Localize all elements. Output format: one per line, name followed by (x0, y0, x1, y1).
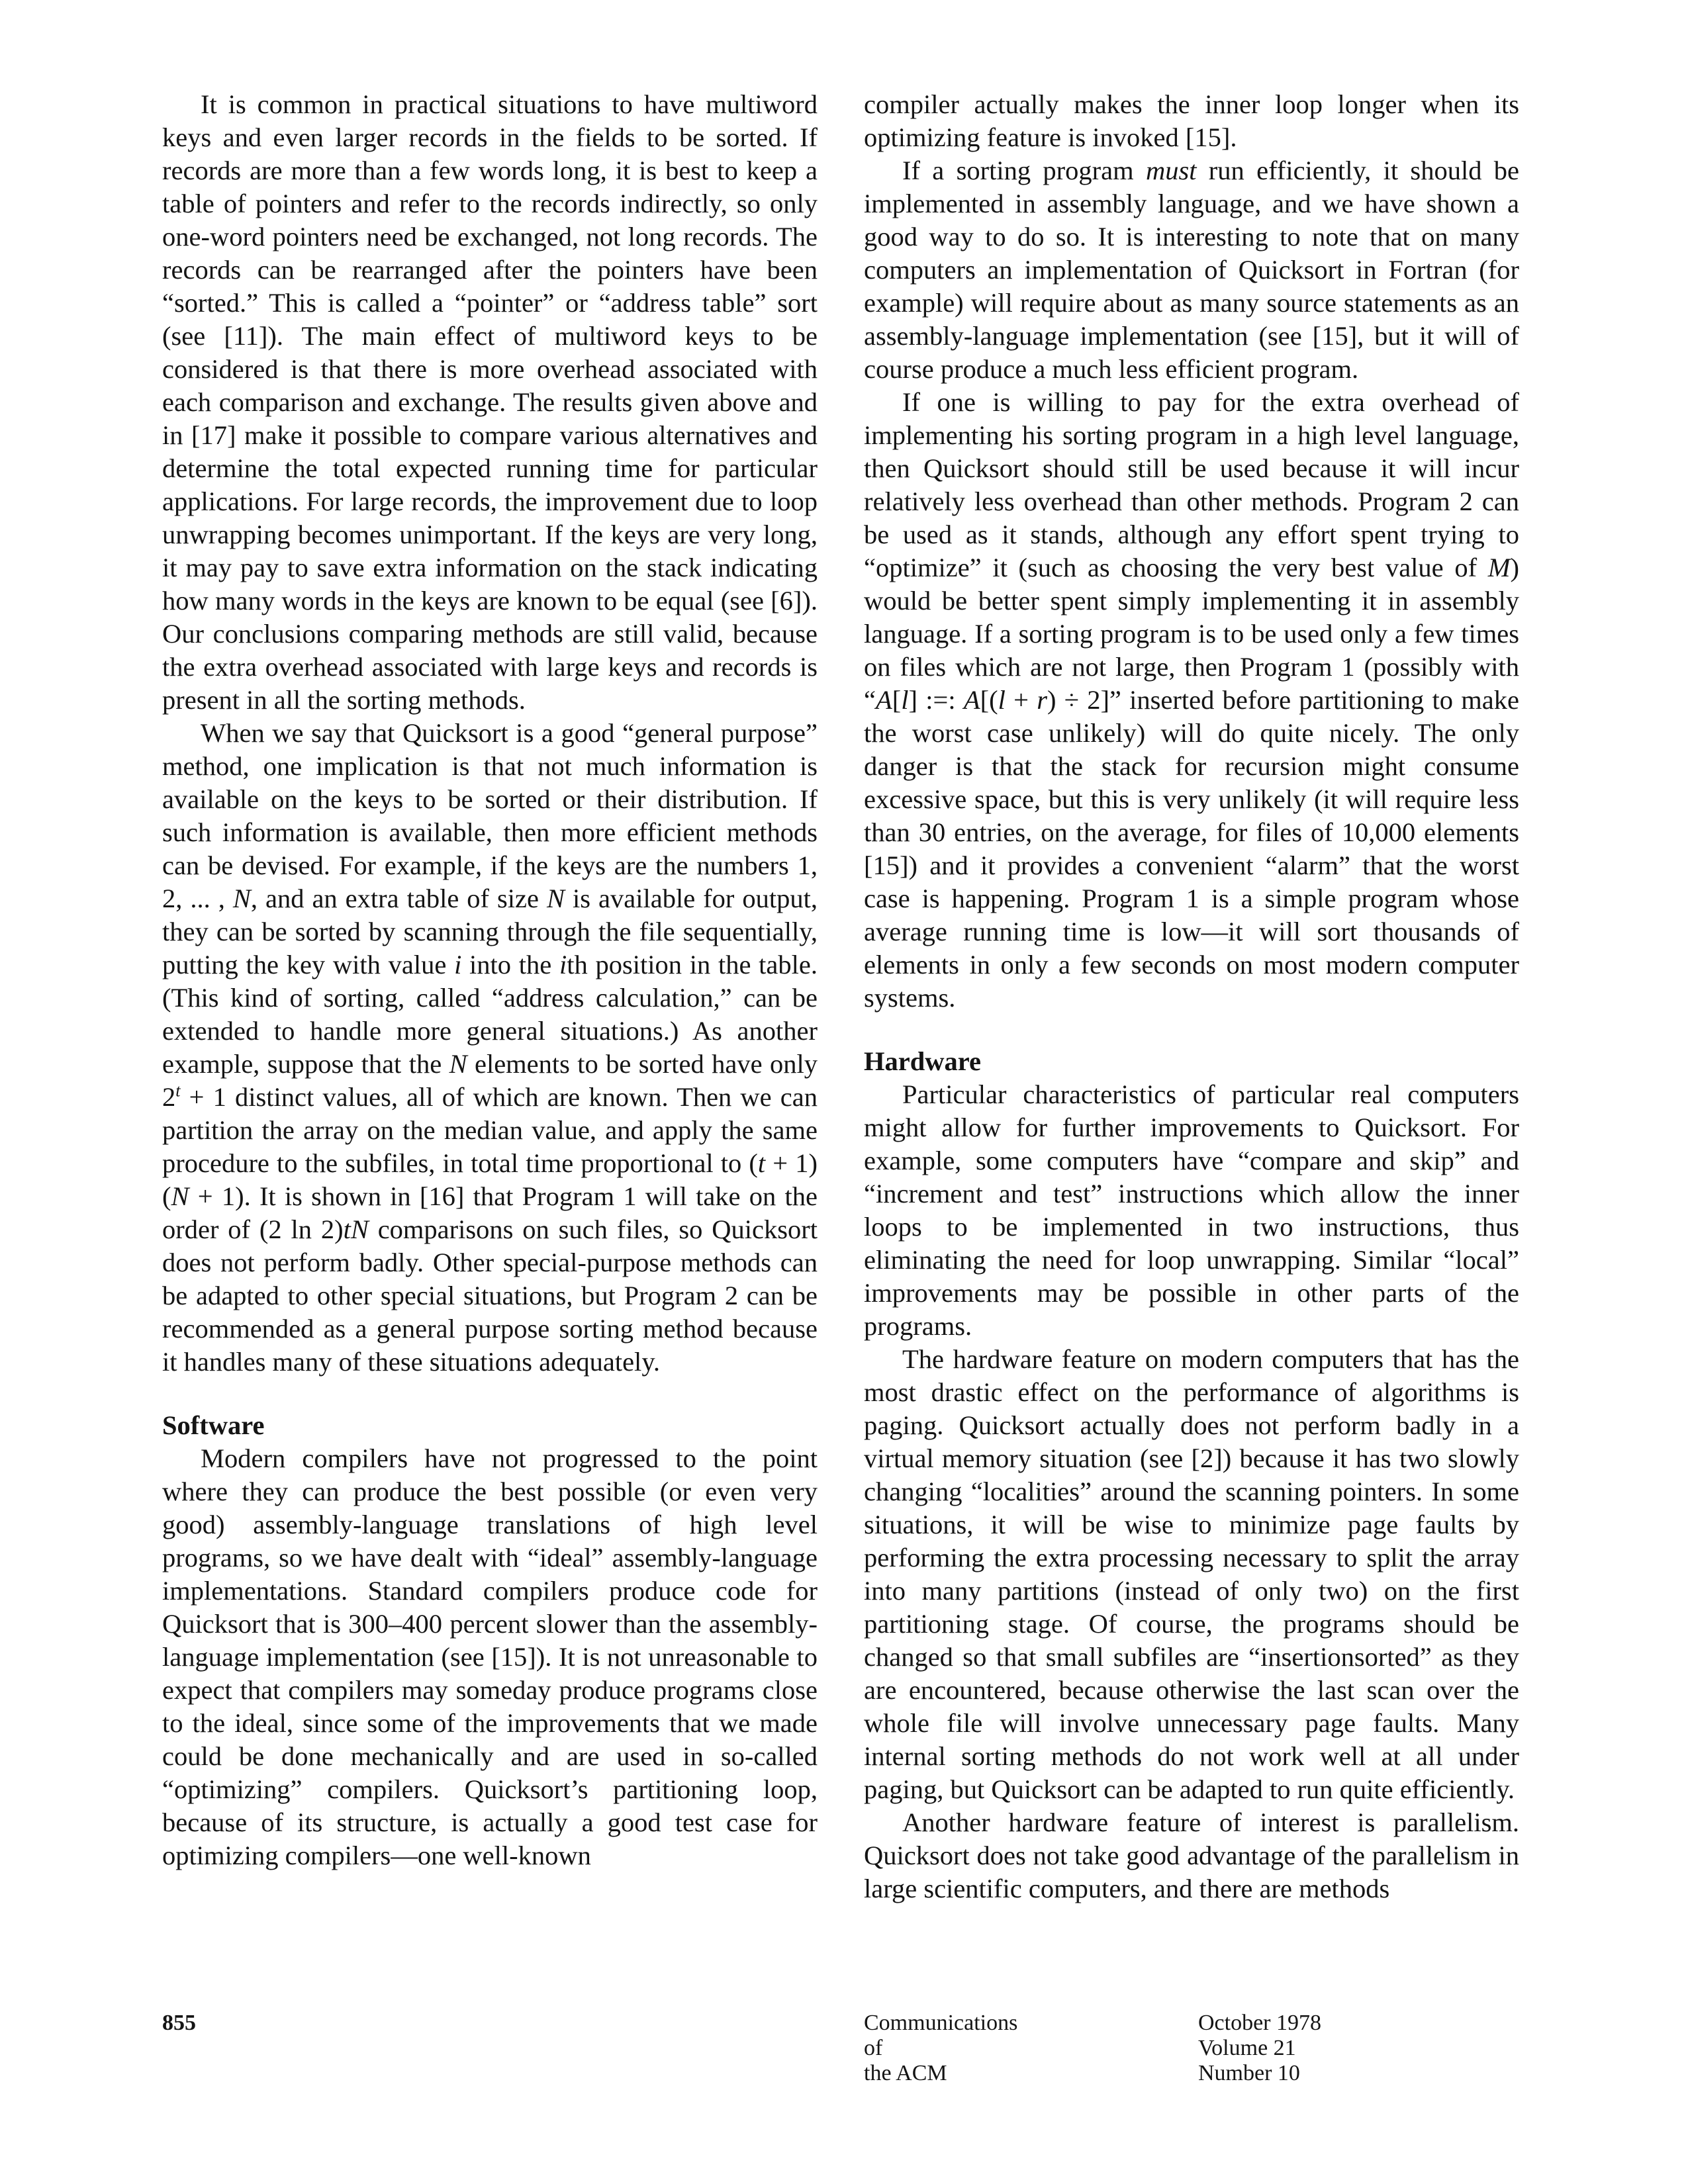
section-heading-hardware: Hardware (864, 1046, 981, 1076)
paragraph-assembly-language: If a sorting program must run efficiently, it should be implemented in assembly language, and we have shown a good way to do so. It is interesting to note that on many computers an implementation of Quicksort in Fortran (for example) will require about as many source statements as an assembly-language implementation (see [15], but it will of course produce a much less efficient program. (864, 156, 1519, 384)
paragraph-hardware-characteristics: Particular characteristics of particular real computers might allow for further improvements to Quicksort. For example, some computers have “compare and skip” and “increment and test” instructions which allow the inner loops to be implemented in two instructions, thus eliminating the need for loop unwrapping. Similar “local” improvements may be possible in other parts of the programs. (864, 1079, 1519, 1341)
paragraph-general-purpose: When we say that Quicksort is a good “general purpose” method, one implication is that not much information is available on the keys to be sorted or their distribution. If such information is available, then more efficient methods can be devised. For example, if the keys are the numbers 1, 2, ... , N, and an extra table of size N is available for output, they can be sorted by scanning through the file sequentially, putting the key with value i into the ith position in the table. (This kind of sorting, called “address calculation,” can be extended to handle more general situations.) As another example, suppose that the N elements to be sorted have only $2^t + 1$ distinct values, all of which are known. Then we can partition the array on the median value, and apply the same procedure to the subfiles, in total time proportional to (t + 1)(N + 1). It is shown in [16] that Program 1 will take on the order of (2 ln 2)tN comparisons on such files, so Quicksort does not perform badly. Other special-purpose methods can be adapted to other special situations, but Program 2 can be recommended as a general purpose sorting method because it handles many of these situations adequately. (162, 718, 818, 1377)
paragraph-multiword-keys: It is common in practical situations to have multiword keys and even larger records in the fields to be sorted. If records are more than a few words long, it is best to keep a table of pointers and refer to the records indirectly, so only one-word pointers need be exchanged, not long records. The records can be rearranged after the pointers have been “sorted.” This is called a “pointer” or “address table” sort (see [11]). The main effect of multiword keys to be considered is that there is more overhead associated with each comparison and exchange. The results given above and in [17] make it possible to compare various alternatives and determine the total expected running time for particular applications. For large records, the improvement due to loop unwrapping becomes unimportant. If the keys are very long, it may pay to save extra information on the stack indicating how many words in the keys are known to be equal (see [6]). Our conclusions comparing methods are still valid, because the extra overhead associated with large keys and records is present in all the sorting methods. (162, 89, 818, 715)
paragraph-compilers: Modern compilers have not progressed to the point where they can produce the best possible (or even very good) assembly-language translations of high level programs, so we have dealt with “ideal” assembly-language implementations. Standard compilers produce code for Quicksort that is 300–400 percent slower than the assembly-language implementation (see [15]). It is not unreasonable to expect that compilers may someday produce programs close to the ideal, since some of the improvements that we made could be done mechanically and are used in so-called “optimizing” compilers. Quicksort’s partitioning loop, because of its structure, is actually a good test case for optimizing compilers—one well-known (162, 1443, 818, 1870)
page-number: 855 (162, 2011, 196, 2035)
left-column (162, 88, 818, 1872)
section-heading-software: Software (162, 1410, 265, 1440)
paragraph-high-level-language: If one is willing to pay for the extra overhead of implementing his sorting program in a high level language, then Quicksort should still be used because it will incur relatively less overhead than other methods. Program 2 can be used as it stands, although any effort spent trying to “optimize” it (such as choosing the very best value of M) would be better spent simply implementing it in assembly language. If a sorting program is to be used only a few times on files which are not large, then Program 1 (possibly with “A[l] :=: A[(l + r) ÷ 2]” inserted before partitioning to make the worst case unlikely) will do quite nicely. The only danger is that the stack for recursion might consume excessive space, but this is very unlikely (it will require less than 30 entries, on the average, for files of 10,000 elements [15]) and it provides a convenient “alarm” that the worst case is happening. Program 1 is a simple program whose average running time is low—it will sort thousands of elements in only a few seconds on most modern computer systems. (864, 387, 1519, 1013)
right-column (864, 88, 1519, 1905)
paragraph-parallelism: Another hardware feature of interest is parallelism. Quicksort does not take good advantage of the parallelism in large scientific computers, and there are methods (864, 1807, 1519, 1903)
issue-info: October 1978 Volume 21 Number 10 (1198, 2011, 1322, 2085)
paragraph-compiler-continued: compiler actually makes the inner loop longer when its optimizing feature is invoked [15]. (864, 89, 1519, 152)
journal-name: Communications of the ACM (864, 2011, 1018, 2085)
paragraph-paging: The hardware feature on modern computers that has the most drastic effect on the performance of algorithms is paging. Quicksort actually does not perform badly in a virtual memory situation (see [2]) because it has two slowly changing “localities” around the scanning pointers. In some situations, it will be wise to minimize page faults by performing the extra processing necessary to split the array into many partitions (instead of only two) on the first partitioning stage. Of course, the programs should be changed so that small subfiles are “insertionsorted” as they are encountered, because otherwise the last scan over the whole file will involve unnecessary page faults. Many internal sorting methods do not work well at all under paging, but Quicksort can be adapted to run quite efficiently. (864, 1344, 1519, 1804)
